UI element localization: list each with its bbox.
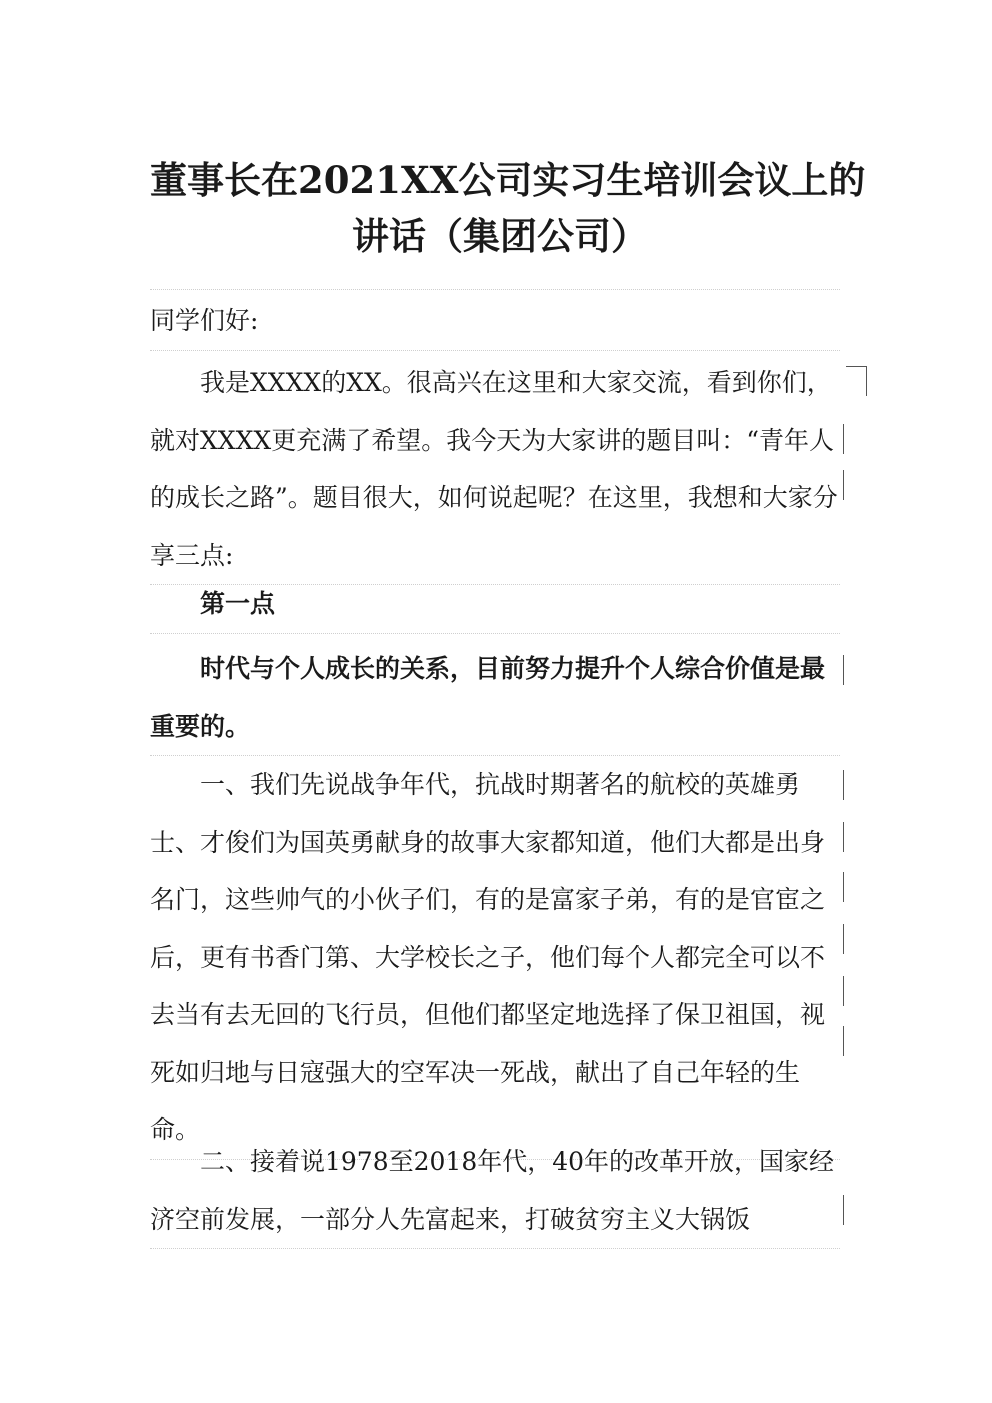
margin-mark [843,424,844,454]
margin-mark [846,366,866,367]
margin-mark [843,770,844,800]
title-line-1: 董事长在2021XX公司实习生培训会议上的 [150,158,866,202]
margin-mark [843,1195,844,1225]
section-subheading: 时代与个人成长的关系，目前努力提升个人综合价值是最重要的。 [150,640,840,756]
document-title [150,152,866,264]
body-paragraph-2: 二、接着说1978至2018年代，40年的改革开放，国家经济空前发展，一部分人先富起来，打破贫穷主义大锅饭 [150,1133,840,1249]
separator [150,289,840,290]
margin-mark [843,822,844,852]
margin-mark [843,976,844,1006]
section-heading: 第一点 [150,575,840,634]
margin-mark [843,924,844,954]
margin-mark [843,470,844,500]
intro-paragraph: 我是XXXX的XX。很高兴在这里和大家交流，看到你们，就对XXXX更充满了希望。我今天为大家讲的题目叫：“青年人的成长之路”。题目很大，如何说起呢？在这里，我想和大家分享三点: [150,354,840,585]
body-paragraph-1: 一、我们先说战争年代，抗战时期著名的航校的英雄勇士、才俊们为国英勇献身的故事大家都知道，他们大都是出身名门，这些帅气的小伙子们，有的是富家子弟，有的是官宦之后，更有书香门第、大学校长之子，他们每个人都完全可以不去当有去无回的飞行员，但他们都坚定地选择了保卫祖国，视死如归地与日寇强大的空军决一死战，献出了自己年轻的生命。 [150,756,840,1160]
greeting: 同学们好: [150,292,840,351]
margin-mark [843,655,844,685]
margin-mark [866,366,867,396]
title-line-2: 讲话（集团公司） [352,214,648,258]
margin-mark [843,872,844,902]
margin-mark [843,1026,844,1056]
